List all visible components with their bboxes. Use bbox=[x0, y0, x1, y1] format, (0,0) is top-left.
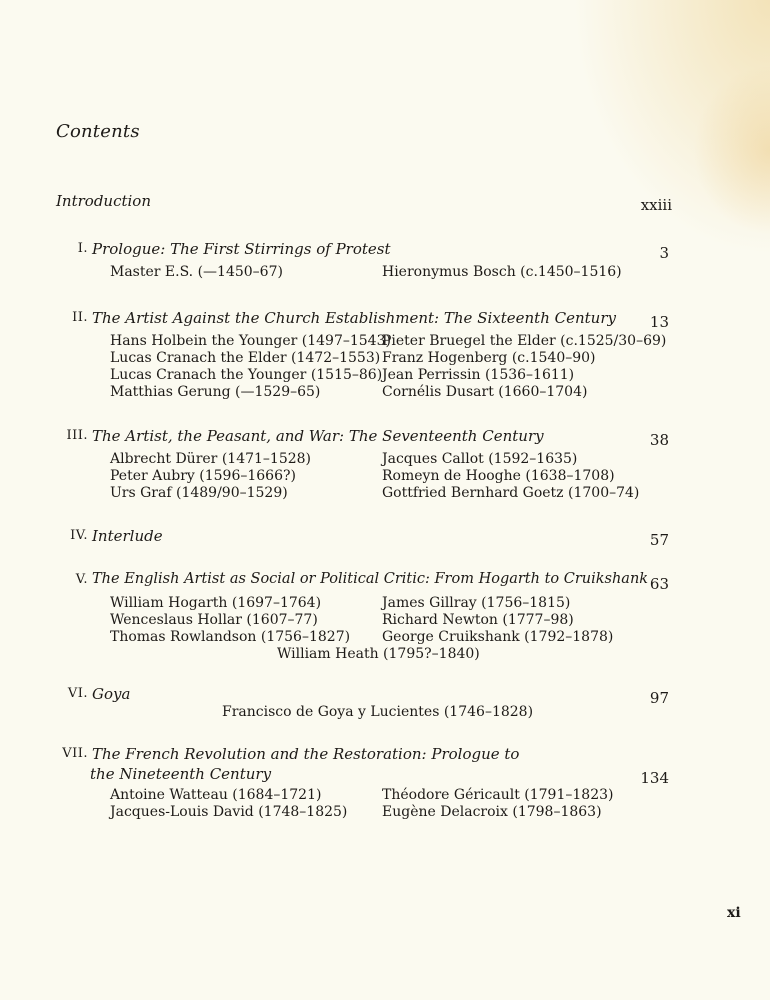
chapter-numeral: IV. bbox=[70, 528, 88, 543]
artist-entry: Richard Newton (1777–98) bbox=[382, 612, 574, 628]
artist-entry: Hans Holbein the Younger (1497–1543) bbox=[110, 333, 391, 349]
artist-entry-centered: Francisco de Goya y Lucientes (1746–1828) bbox=[222, 704, 534, 720]
chapter-numeral: VI. bbox=[67, 686, 88, 701]
chapter-page: 13 bbox=[649, 313, 669, 331]
artist-entry: Franz Hogenberg (c.1540–90) bbox=[382, 350, 596, 366]
chapter-7 bbox=[0, 745, 770, 820]
artist-entry: Master E.S. (—1450–67) bbox=[110, 264, 283, 280]
chapter-4 bbox=[0, 527, 770, 547]
artist-entry: Thomas Rowlandson (1756–1827) bbox=[110, 629, 351, 645]
chapter-title: Interlude bbox=[92, 527, 163, 545]
artist-entry: Matthias Gerung (—1529–65) bbox=[110, 384, 321, 400]
chapter-page: 57 bbox=[649, 531, 669, 549]
artist-entry: George Cruikshank (1792–1878) bbox=[382, 629, 614, 645]
chapter-title: The Artist Against the Church Establishment: The Sixteenth Century bbox=[92, 309, 616, 327]
chapter-numeral: II. bbox=[72, 310, 88, 325]
artist-entry: Jean Perrissin (1536–1611) bbox=[382, 367, 575, 383]
artist-entry: Wenceslaus Hollar (1607–77) bbox=[110, 612, 318, 628]
chapter-5 bbox=[0, 571, 770, 662]
page-number: xi bbox=[727, 905, 741, 921]
artist-entry: Gottfried Bernhard Goetz (1700–74) bbox=[382, 485, 640, 501]
chapter-title: The Artist, the Peasant, and War: The Seventeenth Century bbox=[92, 427, 544, 445]
chapter-1 bbox=[0, 240, 770, 280]
artist-entry: Albrecht Dürer (1471–1528) bbox=[110, 451, 312, 467]
chapter-title-line2: the Nineteenth Century bbox=[90, 765, 272, 783]
chapter-page: 3 bbox=[659, 244, 669, 262]
artist-entry: Jacques Callot (1592–1635) bbox=[382, 451, 578, 467]
artist-entry: Théodore Géricault (1791–1823) bbox=[382, 787, 614, 803]
artist-entry: William Hogarth (1697–1764) bbox=[110, 595, 322, 611]
chapter-numeral: I. bbox=[77, 241, 88, 256]
artist-entry: Pieter Bruegel the Elder (c.1525/30–69) bbox=[382, 333, 667, 349]
chapter-6 bbox=[0, 685, 770, 720]
chapter-title: The English Artist as Social or Political Critic: From Hogarth to Cruikshank bbox=[92, 571, 649, 587]
artist-entry: Jacques-Louis David (1748–1825) bbox=[110, 804, 348, 820]
chapter-page: 38 bbox=[649, 431, 669, 449]
artist-entry: Urs Graf (1489/90–1529) bbox=[110, 485, 288, 501]
introduction-label: Introduction bbox=[56, 192, 151, 210]
artist-entry: Lucas Cranach the Elder (1472–1553) bbox=[110, 350, 381, 366]
artist-entry: James Gillray (1756–1815) bbox=[382, 595, 571, 611]
chapter-numeral: V. bbox=[75, 572, 88, 587]
chapter-2 bbox=[0, 309, 770, 400]
artist-entry: Cornélis Dusart (1660–1704) bbox=[382, 384, 588, 400]
chapter-title: Goya bbox=[92, 685, 131, 703]
introduction-page: xxiii bbox=[640, 196, 672, 214]
chapter-page: 134 bbox=[640, 769, 669, 787]
chapter-3 bbox=[0, 427, 770, 501]
artist-entry: Lucas Cranach the Younger (1515–86) bbox=[110, 367, 383, 383]
artist-entry: Eugène Delacroix (1798–1863) bbox=[382, 804, 602, 820]
chapter-page: 97 bbox=[649, 689, 669, 707]
artist-entry: Peter Aubry (1596–1666?) bbox=[110, 468, 296, 484]
chapter-title: Prologue: The First Stirrings of Protest bbox=[92, 240, 391, 258]
introduction-entry bbox=[56, 192, 672, 214]
artist-entry: Antoine Watteau (1684–1721) bbox=[110, 787, 322, 803]
chapter-page: 63 bbox=[649, 575, 669, 593]
chapter-numeral: III. bbox=[66, 428, 88, 443]
artist-entry: Romeyn de Hooghe (1638–1708) bbox=[382, 468, 615, 484]
chapter-numeral: VII. bbox=[62, 746, 88, 761]
page-title: Contents bbox=[56, 121, 140, 142]
artist-entry-centered: William Heath (1795?–1840) bbox=[277, 646, 480, 662]
artist-entry: Hieronymus Bosch (c.1450–1516) bbox=[382, 264, 622, 280]
chapter-title: The French Revolution and the Restoration: Prologue to bbox=[92, 745, 520, 763]
